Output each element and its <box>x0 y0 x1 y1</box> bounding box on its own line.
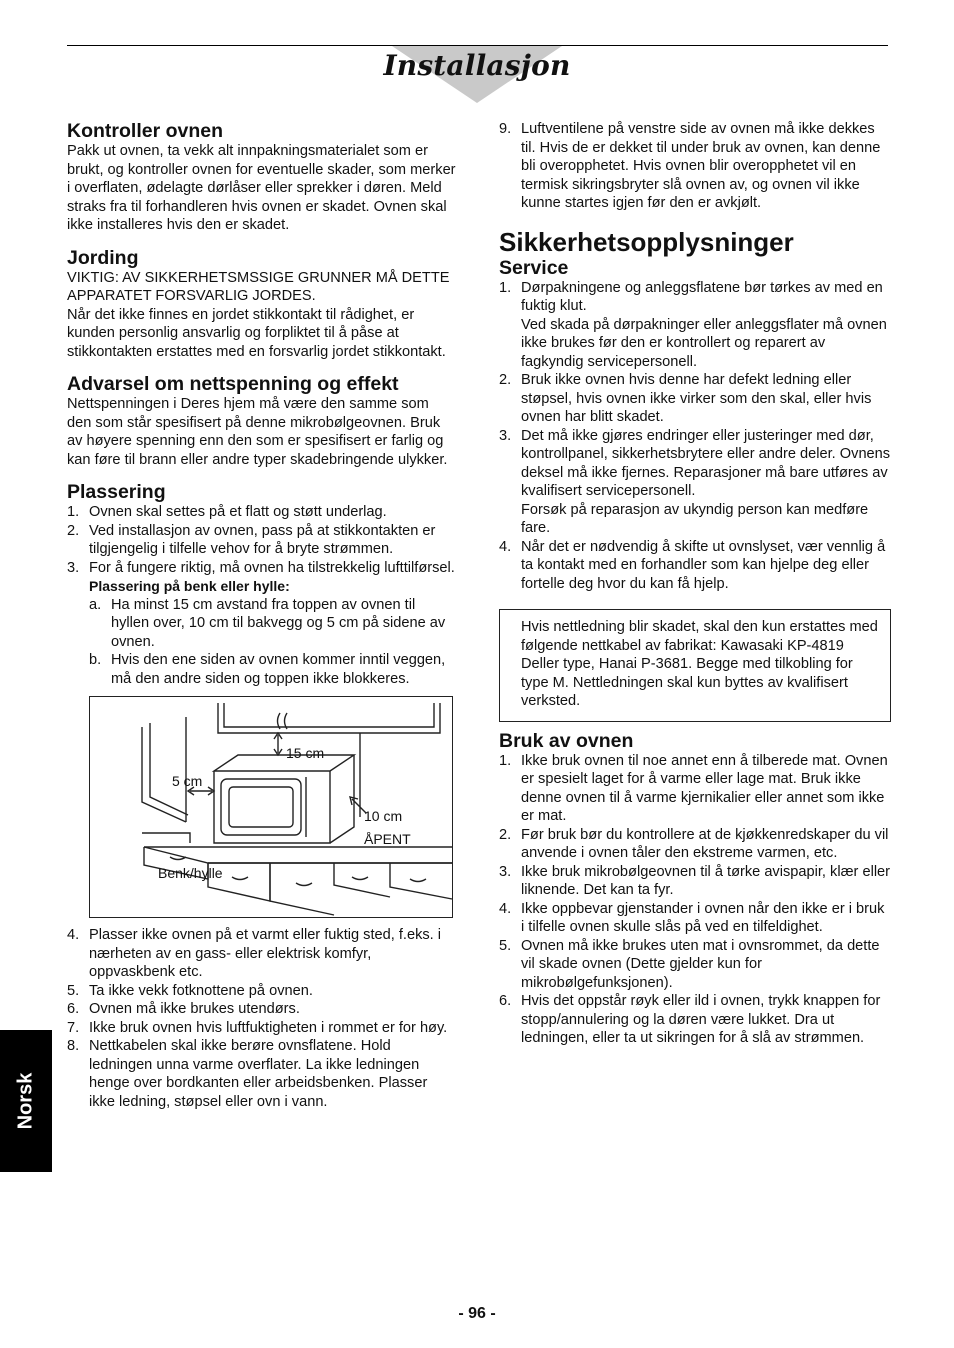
list-item <box>67 1037 457 1111</box>
list-text: Før bruk bør du kontrollere at de kjøkkenredskaper du vil anvende i ovnen tåler den ekstreme varmen, etc. <box>521 826 889 861</box>
list-number: 3. <box>499 427 512 444</box>
figure-label-open: ÅPENT <box>364 831 411 847</box>
list-item <box>67 503 457 522</box>
jording-text: Når det ikke finnes en jordet stikkontakt til rådighet, er kunden personlig ansvarlig og forpliktet til å påse at stikkontakten erstattes med en forsvarlig jordet stikkontakt. <box>67 306 446 360</box>
installation-figure <box>89 696 453 918</box>
figure-label-bench: Benk/hylle <box>158 865 223 881</box>
jording-heading: Jording <box>67 246 139 269</box>
plassering-item-9 <box>499 120 891 213</box>
list-text: Plasser ikke ovnen på et varmt eller fuktig sted, f.eks. i nærheten av en gass- eller elektrisk komfyr, oppvaskbenk etc. <box>89 927 442 980</box>
plassering-sublist <box>89 596 457 689</box>
page-number: - 96 - <box>458 1305 496 1322</box>
list-number: 6. <box>67 1001 80 1017</box>
bruk-list <box>499 752 891 1048</box>
advarsel-heading: Advarsel om nettspenning og effekt <box>67 373 399 395</box>
jording-warning-text: VIKTIG: AV SIKKERHETSMSSIGE GRUNNER MÅ DETTE APPARATET FORSVARLIG JORDES. <box>67 269 450 304</box>
list-text: Hvis den ene siden av ovnen kommer inntil veggen, må den andre siden og toppen ikke blokkeres. <box>111 652 446 687</box>
plassering-list-continued <box>67 926 457 1111</box>
list-item <box>89 651 457 688</box>
list-item <box>67 1000 457 1019</box>
list-text: Det må ikke gjøres endringer eller justeringer med dør, kontrollpanel, sikkerhetsbrytere eller andre deler. Ovnens deksel må ikke fjernes. Reparasjoner må bare utføres av kvalifisert servicepersonell. <box>521 427 891 499</box>
power-cord-note: Hvis nettledning blir skadet, skal den kun erstattes med følgende nettkabel av fabrikat: Kawasaki KP-4819 Deller type, Hanai P-3681. Begge med tilkobling for type M. Nettledningen skal kun byttes av kvalifisert verksted. <box>521 619 878 709</box>
list-text: Nettkabelen skal ikke berøre ovnsflatene. Hold ledningen unna varme overflater. La ikke ledningen henge over bordkanten eller arbeidsbenken. Plasser ikke ledning, støpsel eller ovn i vann. <box>89 1038 428 1110</box>
list-item <box>499 427 891 538</box>
list-number: 2. <box>499 826 512 843</box>
figure-label-top: 15 cm <box>286 745 325 761</box>
list-number: 4. <box>67 927 80 943</box>
list-number: 4. <box>499 900 512 917</box>
list-text: For å fungere riktig, må ovnen ha tilstrekkelig lufttilførsel. <box>89 559 455 576</box>
kontroller-heading: Kontroller ovnen <box>67 120 224 142</box>
plassering-list <box>67 503 457 688</box>
list-number: 8. <box>67 1038 80 1054</box>
list-item <box>67 926 457 982</box>
list-item <box>499 120 891 213</box>
language-tab <box>0 1030 52 1172</box>
list-number: 4. <box>499 538 512 555</box>
figure-label-back: 10 cm <box>364 808 403 824</box>
list-number: 7. <box>67 1019 80 1036</box>
list-text: Ovnen må ikke brukes uten mat i ovnsrommet, da dette vil skade ovnen (Dette gjelder kun for mikrobølgefunksjonen). <box>521 937 880 991</box>
list-item <box>67 559 457 689</box>
list-item <box>67 522 457 559</box>
list-text: Bruk ikke ovnen hvis denne har defekt ledning eller støpsel, hvis ovnen ikke virker som den skal, eller hvis ovnen har blitt skadet. <box>521 372 872 425</box>
list-text: Ha minst 15 cm avstand fra toppen av ovnen til hyllen over, 10 cm til bakvegg og 5 cm på sidene av ovnen. <box>111 596 446 650</box>
list-letter: a. <box>89 596 102 613</box>
list-text: Ved installasjon av ovnen, pass på at stikkontakten er tilgjengelig i tilfelle vehov for å bryte strømmen. <box>89 522 436 557</box>
plassering-subheading: Plassering på benk eller hylle: <box>89 578 290 594</box>
list-number: 2. <box>67 522 80 539</box>
list-item <box>499 826 891 863</box>
list-item <box>499 900 891 937</box>
right-column <box>499 120 891 1048</box>
service-list <box>499 279 891 594</box>
plassering-heading: Plassering <box>67 481 166 503</box>
list-item <box>67 1019 457 1038</box>
list-number: 1. <box>67 504 80 520</box>
power-cord-note-box <box>499 609 891 722</box>
list-item <box>499 937 891 993</box>
figure-label-side: 5 cm <box>172 773 203 789</box>
list-text: Ikke bruk ovnen hvis luftfuktigheten i rommet er for høy. <box>89 1019 448 1036</box>
list-text: Ovnen må ikke brukes utendørs. <box>89 1001 300 1017</box>
list-text: Ikke bruk mikrobølgeovnen til å tørke avispapir, klær eller liknende. Det kan ta fyr. <box>521 863 891 898</box>
list-letter: b. <box>89 652 102 668</box>
kontroller-text: Pakk ut ovnen, ta vekk alt innpakningsmaterialet som er brukt, og kontroller ovnen for eventuelle skader, som merker i overflaten, ødelagte dørlåser eller sprekker i døren. Meld straks fra til forhandleren hvis ovnen er skadet. Ovnen skal ikke installeres hvis den er skadet. <box>67 143 456 233</box>
list-text: Ovnen skal settes på et flatt og støtt underlag. <box>89 504 387 520</box>
list-item <box>499 538 891 594</box>
language-tab-label: Norsk <box>14 1072 37 1130</box>
list-number: 1. <box>499 752 512 769</box>
left-column <box>67 120 457 1111</box>
list-text: Hvis det oppstår røyk eller ild i ovnen, trykk knappen for stopp/annulering og la døren være lukket. Dra ut ledningen, eller ta ut sikringen for å slå av strømmen. <box>521 993 881 1046</box>
list-number: 5. <box>67 982 80 999</box>
list-number: 2. <box>499 372 512 388</box>
list-extra-text: Forsøk på reparasjon av ukyndig person kan medføre fare. <box>521 501 869 536</box>
list-item <box>89 596 457 652</box>
list-text: Ikke bruk ovnen til noe annet enn å tilberede mat. Ovnen er spesielt laget for å varme eller lage mat. Bruk ikke denne ovnen til å varme kjernikalier eller annet som ikke er mat. <box>521 752 888 824</box>
list-item <box>499 371 891 427</box>
list-text: Ikke oppbevar gjenstander i ovnen når den ikke er i bruk i tilfelle ovnen skulle slås på ved en tilfeldighet. <box>521 900 885 935</box>
list-number: 5. <box>499 937 512 954</box>
list-number: 3. <box>67 559 80 576</box>
safety-heading: Sikkerhetsopplysninger <box>499 226 794 257</box>
bruk-heading: Bruk av ovnen <box>499 729 634 752</box>
list-number: 3. <box>499 863 512 880</box>
list-item <box>499 992 891 1048</box>
list-text: Dørpakningene og anleggsflatene bør tørkes av med en fuktig klut. <box>521 279 883 314</box>
list-item <box>499 863 891 900</box>
list-item <box>499 752 891 826</box>
service-heading: Service <box>499 256 569 279</box>
list-text: Ta ikke vekk fotknottene på ovnen. <box>89 982 313 999</box>
advarsel-text: Nettspenningen i Deres hjem må være den samme som den som står spesifisert på denne mikrobølgeovnen. Bruk av høyere spenning enn den som er spesifisert er farlig og kan føre til brann eller andre typer skadebringende ulykker. <box>67 396 448 468</box>
page-title: Installasjon <box>383 49 571 82</box>
list-text: Luftventilene på venstre side av ovnen må ikke dekkes til. Hvis de er dekket til under bruk av ovnen, kan denne bli overopphetet. Hvis ovnen blir overopphetet vil en termisk sikringsbryter slå ovnen av, og ovnen vil ikke kunne startes igjen før den er avkjølt. <box>521 121 881 211</box>
list-text: Når det er nødvendig å skifte ut ovnslyset, vær vennlig å ta kontakt med en forhandler som kan hjelpe deg eller fortelle deg hvor du kan få hjelp. <box>521 538 886 592</box>
list-extra-text: Ved skada på dørpakninger eller anleggsflater må ovnen ikke brukes før den er kontrollert og reparert av fagkyndig servicepersonell. <box>521 316 887 370</box>
list-number: 9. <box>499 121 512 137</box>
list-number: 6. <box>499 993 512 1009</box>
list-number: 1. <box>499 279 512 296</box>
list-item <box>67 982 457 1001</box>
list-item <box>499 279 891 372</box>
